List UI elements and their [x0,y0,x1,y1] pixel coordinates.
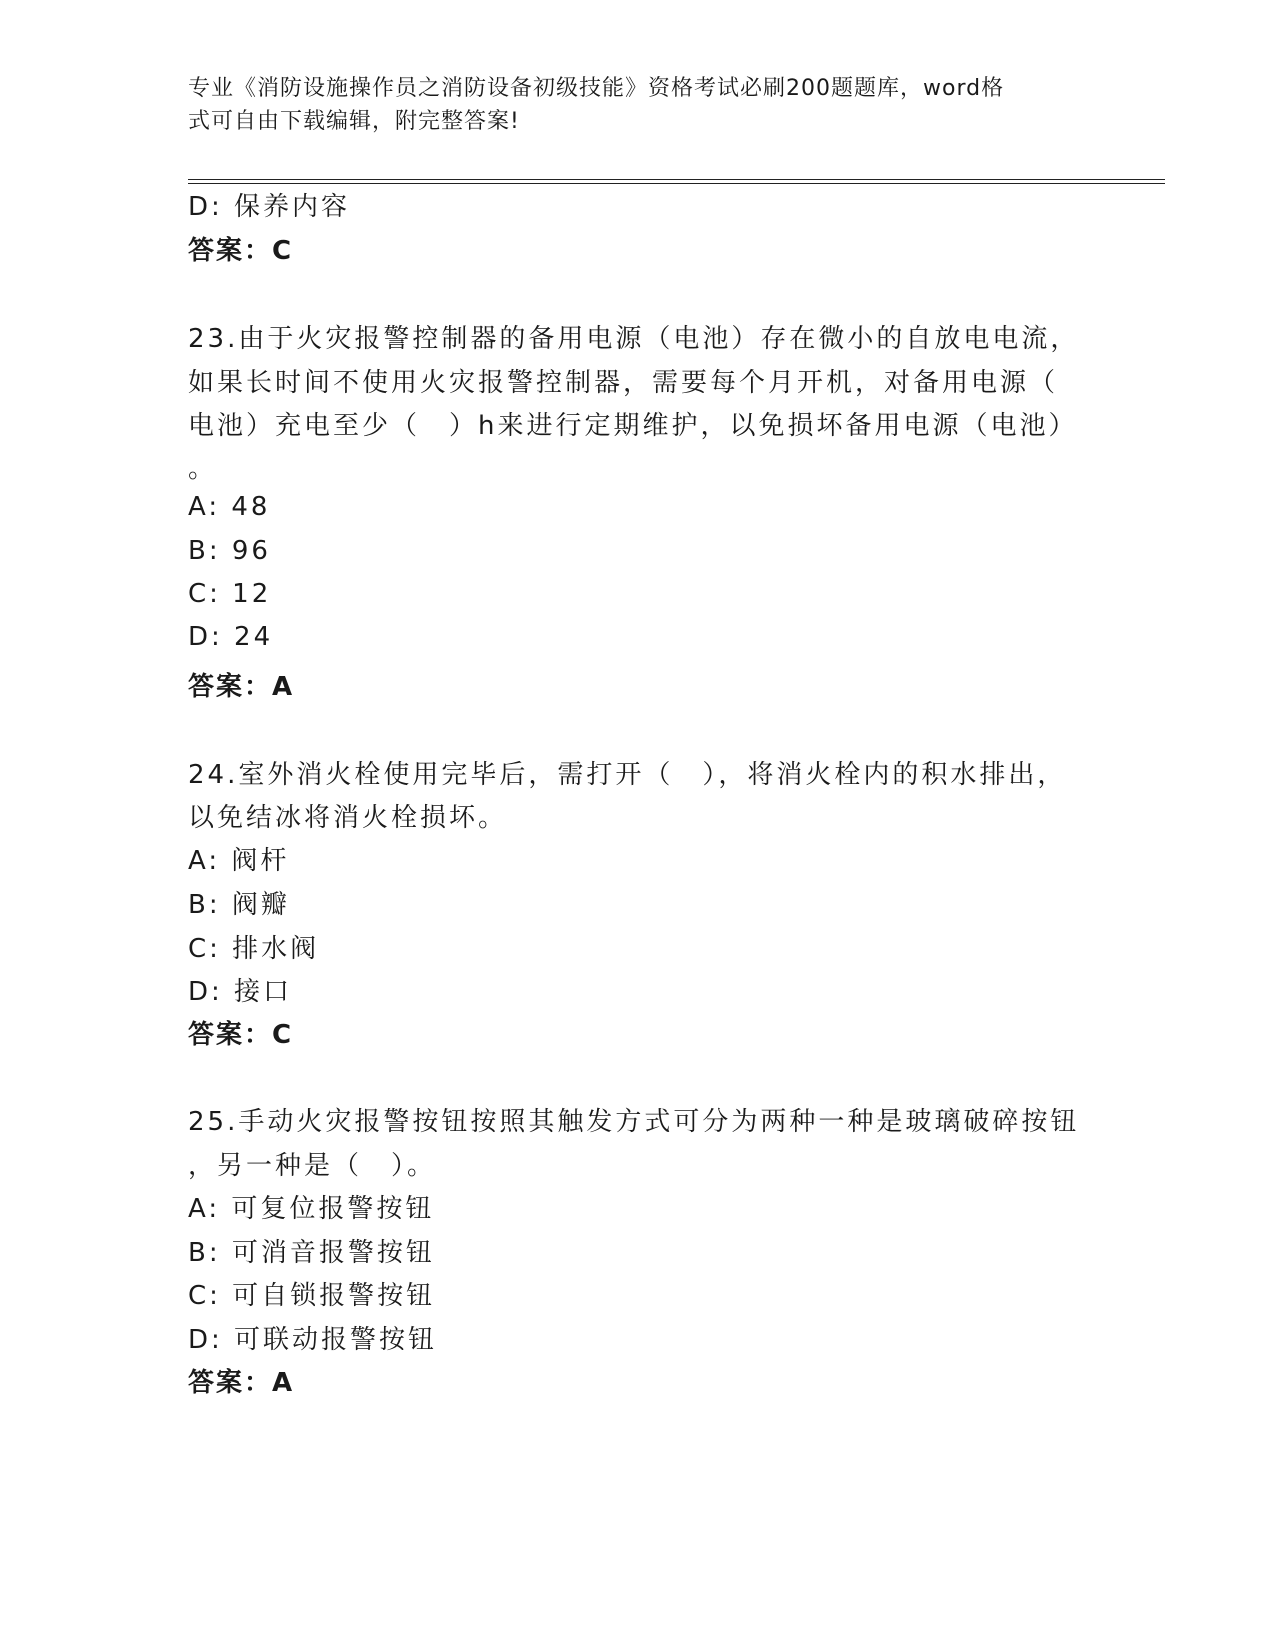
question-25-option-d: D: 可联动报警按钮 [188,1325,438,1355]
prev-answer: 答案：C [188,236,294,266]
question-24-option-b: B: 阀瓣 [188,890,290,920]
document-header [188,72,1068,138]
question-24-option-a: A: 阀杆 [188,846,290,876]
header-line-2: 式可自由下载编辑，附完整答案! [188,109,520,134]
question-25-option-c: C: 可自锁报警按钮 [188,1281,436,1311]
question-23-option-d: D: 24 [188,622,274,652]
question-24-line-2: 以免结冰将消火栓损坏。 [188,803,508,833]
question-25-line-1: 25.手动火灾报警按钮按照其触发方式可分为两种一种是玻璃破碎按钮 [188,1107,1080,1137]
question-23-line-2: 如果长时间不使用火灾报警控制器，需要每个月开机，对备用电源（ [188,368,1059,398]
header-divider-bottom [188,183,1165,184]
question-24-line-1: 24.室外消火栓使用完毕后，需打开（ ），将消火栓内的积水排出， [188,760,1067,790]
question-25-answer: 答案：A [188,1368,295,1398]
question-23-answer: 答案：A [188,672,295,702]
question-24-option-d: D: 接口 [188,977,293,1007]
question-25-option-a: A: 可复位报警按钮 [188,1194,435,1224]
question-25-option-b: B: 可消音报警按钮 [188,1238,435,1268]
question-24-answer: 答案：C [188,1020,294,1050]
question-23-line-1: 23.由于火灾报警控制器的备用电源（电池）存在微小的自放电电流， [188,324,1080,354]
question-25-line-2: ，另一种是（ ）。 [188,1151,437,1181]
header-line-1: 专业《消防设施操作员之消防设备初级技能》资格考试必刷200题题库，word格 [188,76,1005,101]
question-23-line-4: 。 [188,454,218,484]
prev-option-d: D: 保养内容 [188,192,351,222]
question-24-option-c: C: 排水阀 [188,934,320,964]
question-23-option-a: A: 48 [188,492,271,522]
header-divider-top [188,179,1165,180]
question-23-option-c: C: 12 [188,579,272,609]
question-23-line-3: 电池）充电至少（ ）h来进行定期维护，以免损坏备用电源（电池） [188,411,1078,441]
question-23-option-b: B: 96 [188,536,271,566]
